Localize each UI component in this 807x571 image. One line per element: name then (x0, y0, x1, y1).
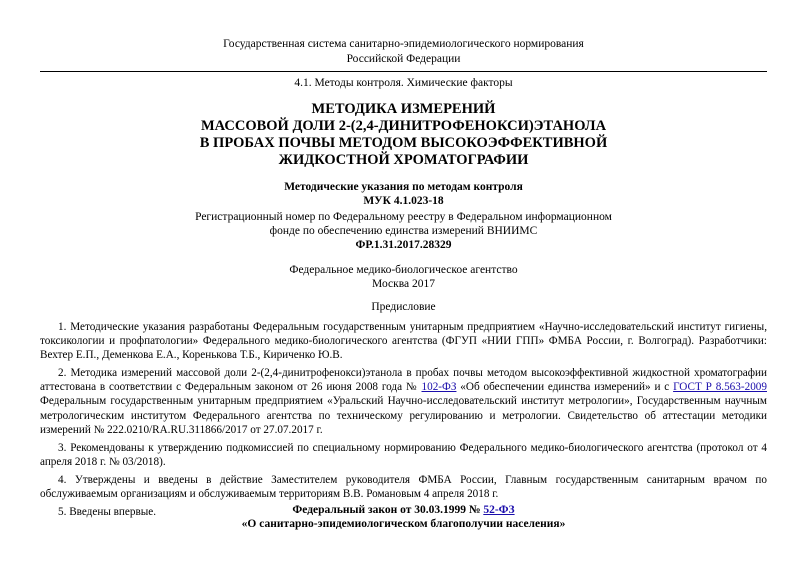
document-title (40, 101, 767, 169)
preface-paragraph-3: 3. Рекомендованы к утверждению подкомиссией по специальному нормированию Федерального медико-биологического агентства (протокол от 4 апреля 2018 г. № 03/2018). (40, 441, 767, 468)
registration-number: ФР.1.31.2017.28329 (355, 239, 452, 251)
guidelines-type: Методические указания по методам контроля (284, 181, 523, 193)
section-label: 4.1. Методы контроля. Химические факторы (294, 77, 513, 89)
p2-text-c: Федеральным государственным унитарным предприятием «Уральский Научно-исследовательский институт метрологии», Государственным научным метрологическим институтом Федерального агентства по техническому регулированию и метрологии. Свидетельство об аттестации методики измерений № 222.0210/RA.RU.311866/2017 от 27.07.2017 г. (40, 395, 767, 436)
registration-line-2: фонде по обеспечению единства измерений ВНИИМС (269, 225, 538, 237)
title-line-3: В ПРОБАХ ПОЧВЫ МЕТОДОМ ВЫСОКОЭФФЕКТИВНОЙ (199, 135, 608, 151)
law-prefix: Федеральный закон от 30.03.1999 № (292, 504, 484, 516)
law-line-2: «О санитарно-эпидемиологическом благополучии населения» (241, 518, 566, 530)
header-line-1: Государственная система санитарно-эпидемиологического нормирования (223, 38, 584, 50)
agency-block (40, 263, 767, 291)
document-header (40, 37, 767, 67)
registration-line-1: Регистрационный номер по Федеральному реестру в Федеральном информационном (195, 211, 612, 223)
preface-paragraph-1: 1. Методические указания разработаны Федеральным государственным унитарным предприятием «Научно-исследовательский институт гигиены, токсикологии и профпатологии» Федерального медико-биологического агентства (ФГУП «НИИ ГПП» ФМБА России, г. Волгоград). Разработчики: Вехтер Е.П., Деменкова Е.А., Кореньковa Т.Б., Кириченко Ю.В. (40, 321, 767, 362)
preface-heading: Предисловие (371, 301, 436, 313)
p2-text-a: 2. Методика измерений массовой доли 2-(2,4-динитрофенокси)этанола в пробах почвы методом высокоэффективной жидкостной хроматографии аттестована в соответствии с Федеральным законом от 26 июня 2008 года № (40, 367, 767, 394)
law-52-fz-link[interactable]: 52-ФЗ (483, 504, 515, 516)
header-line-2: Российской Федерации (346, 53, 461, 65)
gost-link[interactable]: ГОСТ Р 8.563-2009 (673, 381, 767, 394)
federal-law-block (40, 503, 767, 531)
p2-text-b: «Об обеспечении единства измерений» и с (456, 381, 674, 394)
guidelines-block (40, 180, 767, 208)
city-year: Москва 2017 (372, 278, 435, 290)
law-102-fz-link[interactable]: 102-ФЗ (421, 381, 457, 394)
registration-block (40, 210, 767, 252)
title-line-2: МАССОВОЙ ДОЛИ 2-(2,4-ДИНИТРОФЕНОКСИ)ЭТАНОЛА (200, 118, 607, 134)
header-divider (40, 71, 767, 72)
agency-name: Федеральное медико-биологическое агентство (289, 264, 518, 276)
title-line-1: МЕТОДИКА ИЗМЕРЕНИЙ (311, 101, 496, 117)
guidelines-code: МУК 4.1.023-18 (363, 195, 444, 207)
preface-paragraph-2 (40, 366, 767, 436)
title-line-4: ЖИДКОСТНОЙ ХРОМАТОГРАФИИ (278, 152, 529, 168)
preface-paragraph-4: 4. Утверждены и введены в действие Заместителем руководителя ФМБА России, Главным государственным санитарным врачом по обслуживаемым организациям и обслуживаемым территориям В.В. Романовым 4 апреля 2018 г. (40, 473, 767, 501)
preface-paragraph-5: 5. Введены впервые. (58, 506, 157, 519)
preface-body (40, 320, 767, 523)
law-line-1 (40, 503, 767, 517)
